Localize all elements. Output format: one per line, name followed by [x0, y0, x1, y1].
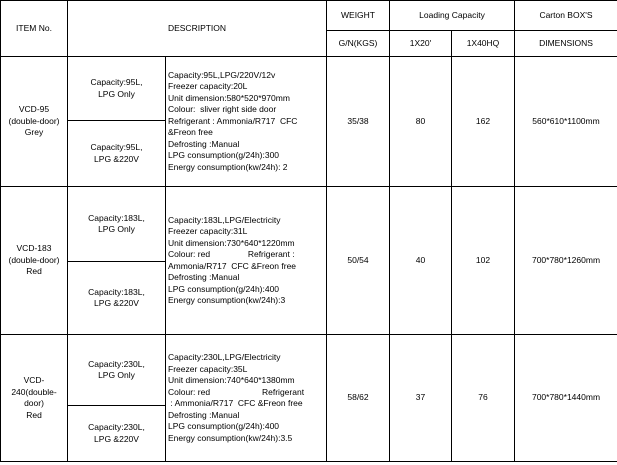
header-row-top: [1, 1, 617, 31]
header-weight-unit: G/N(KGS): [327, 31, 390, 57]
capacity-line: Capacity:183L,: [88, 286, 145, 297]
desc-line: Energy consumption(kw/24h): 2: [168, 161, 288, 172]
item-line: door): [24, 398, 44, 408]
desc-line: Defrosting :Manual: [168, 409, 240, 420]
desc-line: Colour: red Refrigerant :: [168, 249, 295, 259]
desc-line: Freezer capacity:20L: [168, 81, 248, 92]
desc-line: Ammonia/R717 CFC &Freon free: [168, 260, 297, 271]
capacity-cell: [68, 121, 166, 187]
dimensions-cell: 700*780*1260mm: [515, 187, 617, 335]
header-loading-capacity: Loading Capacity: [390, 1, 515, 31]
desc-line: Defrosting :Manual: [168, 138, 240, 149]
item-line: VCD-95: [18, 104, 50, 115]
desc-line: Energy consumption(kw/24h):3.5: [168, 432, 293, 443]
capacity-line: Capacity:230L,: [88, 422, 145, 432]
item-line: (double-door): [8, 115, 60, 126]
capacity-line: LPG &220V: [94, 298, 139, 308]
header-item-no: ITEM No.: [1, 1, 68, 57]
capacity-line: LPG Only: [98, 370, 135, 380]
item-cell: [1, 335, 68, 462]
header-load-20: 1X20': [390, 31, 452, 57]
item-line: VCD-: [23, 375, 45, 385]
capacity-line: Capacity:230L,: [88, 358, 145, 369]
desc-line: Defrosting :Manual: [168, 272, 240, 282]
weight-cell: 58/62: [327, 335, 390, 462]
capacity-cell: [68, 187, 166, 262]
desc-line: Unit dimension:730*640*1220mm: [168, 237, 295, 248]
item-line: Red: [26, 409, 42, 420]
capacity-line: LPG &220V: [94, 153, 139, 164]
load-20-cell: 37: [390, 335, 452, 462]
desc-line: Colour: sliver right side door: [168, 104, 277, 115]
desc-line: LPG consumption(g/24h):400: [168, 283, 280, 294]
header-carton: Carton BOX'S: [515, 1, 617, 31]
capacity-line: LPG Only: [98, 88, 135, 99]
capacity-cell: [68, 57, 166, 121]
capacity-line: Capacity:95L,: [90, 142, 143, 152]
load-20-cell: 40: [390, 187, 452, 335]
desc-line: Refrigerant : Ammonia/R717 CFC: [168, 115, 298, 126]
header-weight: WEIGHT: [327, 1, 390, 31]
load-40hq-cell: 102: [452, 187, 515, 335]
desc-line: Energy consumption(kw/24h):3: [168, 295, 286, 305]
desc-line: Freezer capacity:31L: [168, 226, 248, 236]
item-line: Red: [26, 266, 42, 277]
desc-line: Colour: red Refrigerant: [168, 386, 305, 397]
desc-line: Capacity:183L,LPG/Electricity: [168, 214, 281, 225]
capacity-line: Capacity:183L,: [88, 212, 145, 223]
item-line: VCD-183: [16, 243, 52, 254]
weight-cell: 50/54: [327, 187, 390, 335]
item-cell: [1, 187, 68, 335]
dimensions-cell: 560*610*1100mm: [515, 57, 617, 187]
load-40hq-cell: 76: [452, 335, 515, 462]
item-cell: [1, 57, 68, 187]
capacity-line: LPG &220V: [94, 433, 139, 444]
desc-line: LPG consumption(g/24h):400: [168, 421, 280, 431]
load-40hq-cell: 162: [452, 57, 515, 187]
desc-line: Capacity:230L,LPG/Electricity: [168, 352, 281, 362]
table-row: [1, 335, 617, 406]
description-cell: [166, 187, 327, 335]
desc-line: : Ammonia/R717 CFC &Freon free: [168, 398, 303, 408]
desc-line: Unit dimension:740*640*1380mm: [168, 375, 295, 385]
item-line: (double-door): [8, 254, 60, 265]
desc-line: Unit dimension:580*520*970mm: [168, 92, 290, 103]
desc-line: &Freon free: [168, 127, 213, 138]
capacity-line: LPG Only: [98, 224, 135, 234]
description-cell: [166, 57, 327, 187]
weight-cell: 35/38: [327, 57, 390, 187]
description-cell: [166, 335, 327, 462]
item-line: 240(double-: [11, 386, 57, 397]
table-row: [1, 187, 617, 262]
dimensions-cell: 700*780*1440mm: [515, 335, 617, 462]
capacity-line: Capacity:95L,: [90, 77, 143, 87]
desc-line: LPG consumption(g/24h):300: [168, 150, 280, 161]
capacity-cell: [68, 262, 166, 335]
header-dimensions: DIMENSIONS: [515, 31, 617, 57]
desc-line: Freezer capacity:35L: [168, 363, 248, 374]
desc-line: Capacity:95L,LPG/220V/12v: [168, 69, 276, 80]
capacity-cell: [68, 335, 166, 406]
item-line: Grey: [24, 127, 44, 138]
header-load-40hq: 1X40HQ: [452, 31, 515, 57]
header-description: DESCRIPTION: [68, 1, 327, 57]
load-20-cell: 80: [390, 57, 452, 187]
table-row: [1, 57, 617, 121]
capacity-cell: [68, 406, 166, 462]
